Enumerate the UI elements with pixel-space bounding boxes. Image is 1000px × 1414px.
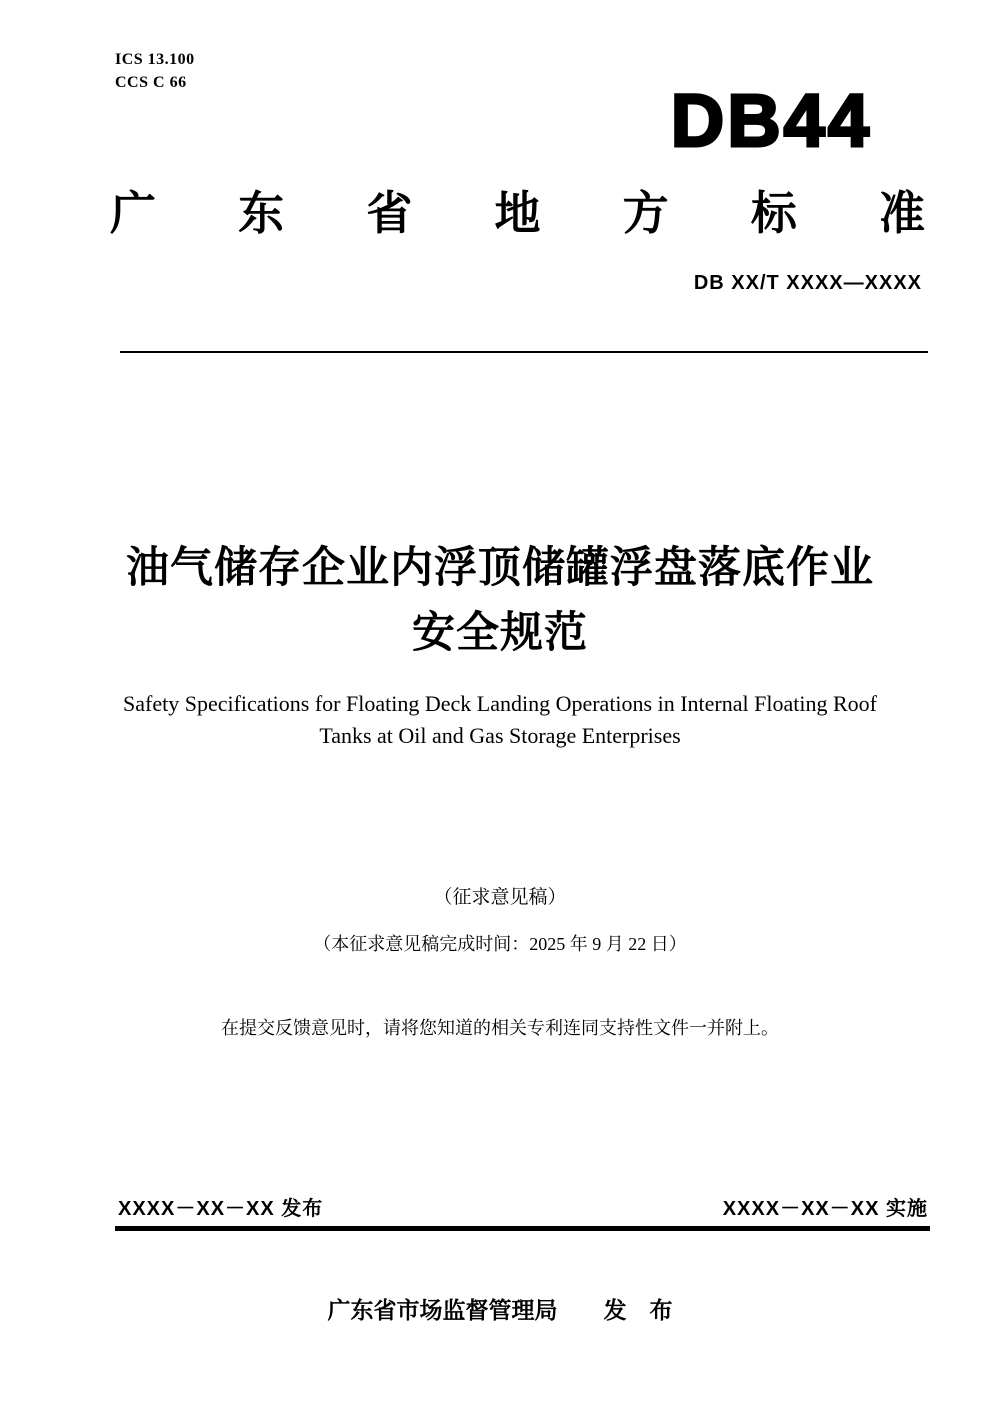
publisher-row [0, 1292, 1000, 1325]
document-title-en [60, 688, 940, 752]
implement-date: XXXX－XX－XX 实施 [722, 1198, 928, 1220]
document-title-en-line1: Safety Specifications for Floating Deck Landing Operations in Internal Floating Roof [123, 691, 877, 716]
footer-divider-line [115, 1226, 930, 1231]
document-title-cn [0, 536, 1000, 665]
issue-implement-dates [118, 1192, 928, 1221]
document-title-cn-line2: 安全规范 [412, 608, 588, 657]
issue-date: XXXX－XX－XX 发布 [118, 1198, 324, 1220]
header-divider-line [120, 351, 928, 353]
document-title-en-line2: Tanks at Oil and Gas Storage Enterprises [319, 722, 681, 748]
publisher-name: 广东省市场监督管理局 [327, 1297, 558, 1323]
classification-codes [115, 48, 195, 94]
standard-name: 广 东 省 地 方 标 准 [110, 187, 925, 239]
draft-status-note: （征求意见稿） [433, 887, 567, 908]
document-title-cn-line1: 油气储存企业内浮顶储罐浮盘落底作业 [126, 544, 874, 592]
ccs-code: CCS C 66 [115, 74, 187, 92]
db44-logo: DB44 [670, 79, 872, 162]
ics-code: ICS 13.100 [115, 51, 195, 68]
patent-feedback-note: 在提交反馈意见时，请将您知道的相关专利连同支持性文件一并附上。 [221, 1018, 779, 1038]
publish-label: 发 布 [603, 1297, 673, 1323]
draft-completion-date-note: （本征求意见稿完成时间：2025 年 9 月 22 日） [313, 934, 687, 954]
standard-number: DB XX/T XXXX—XXXX [693, 272, 922, 294]
